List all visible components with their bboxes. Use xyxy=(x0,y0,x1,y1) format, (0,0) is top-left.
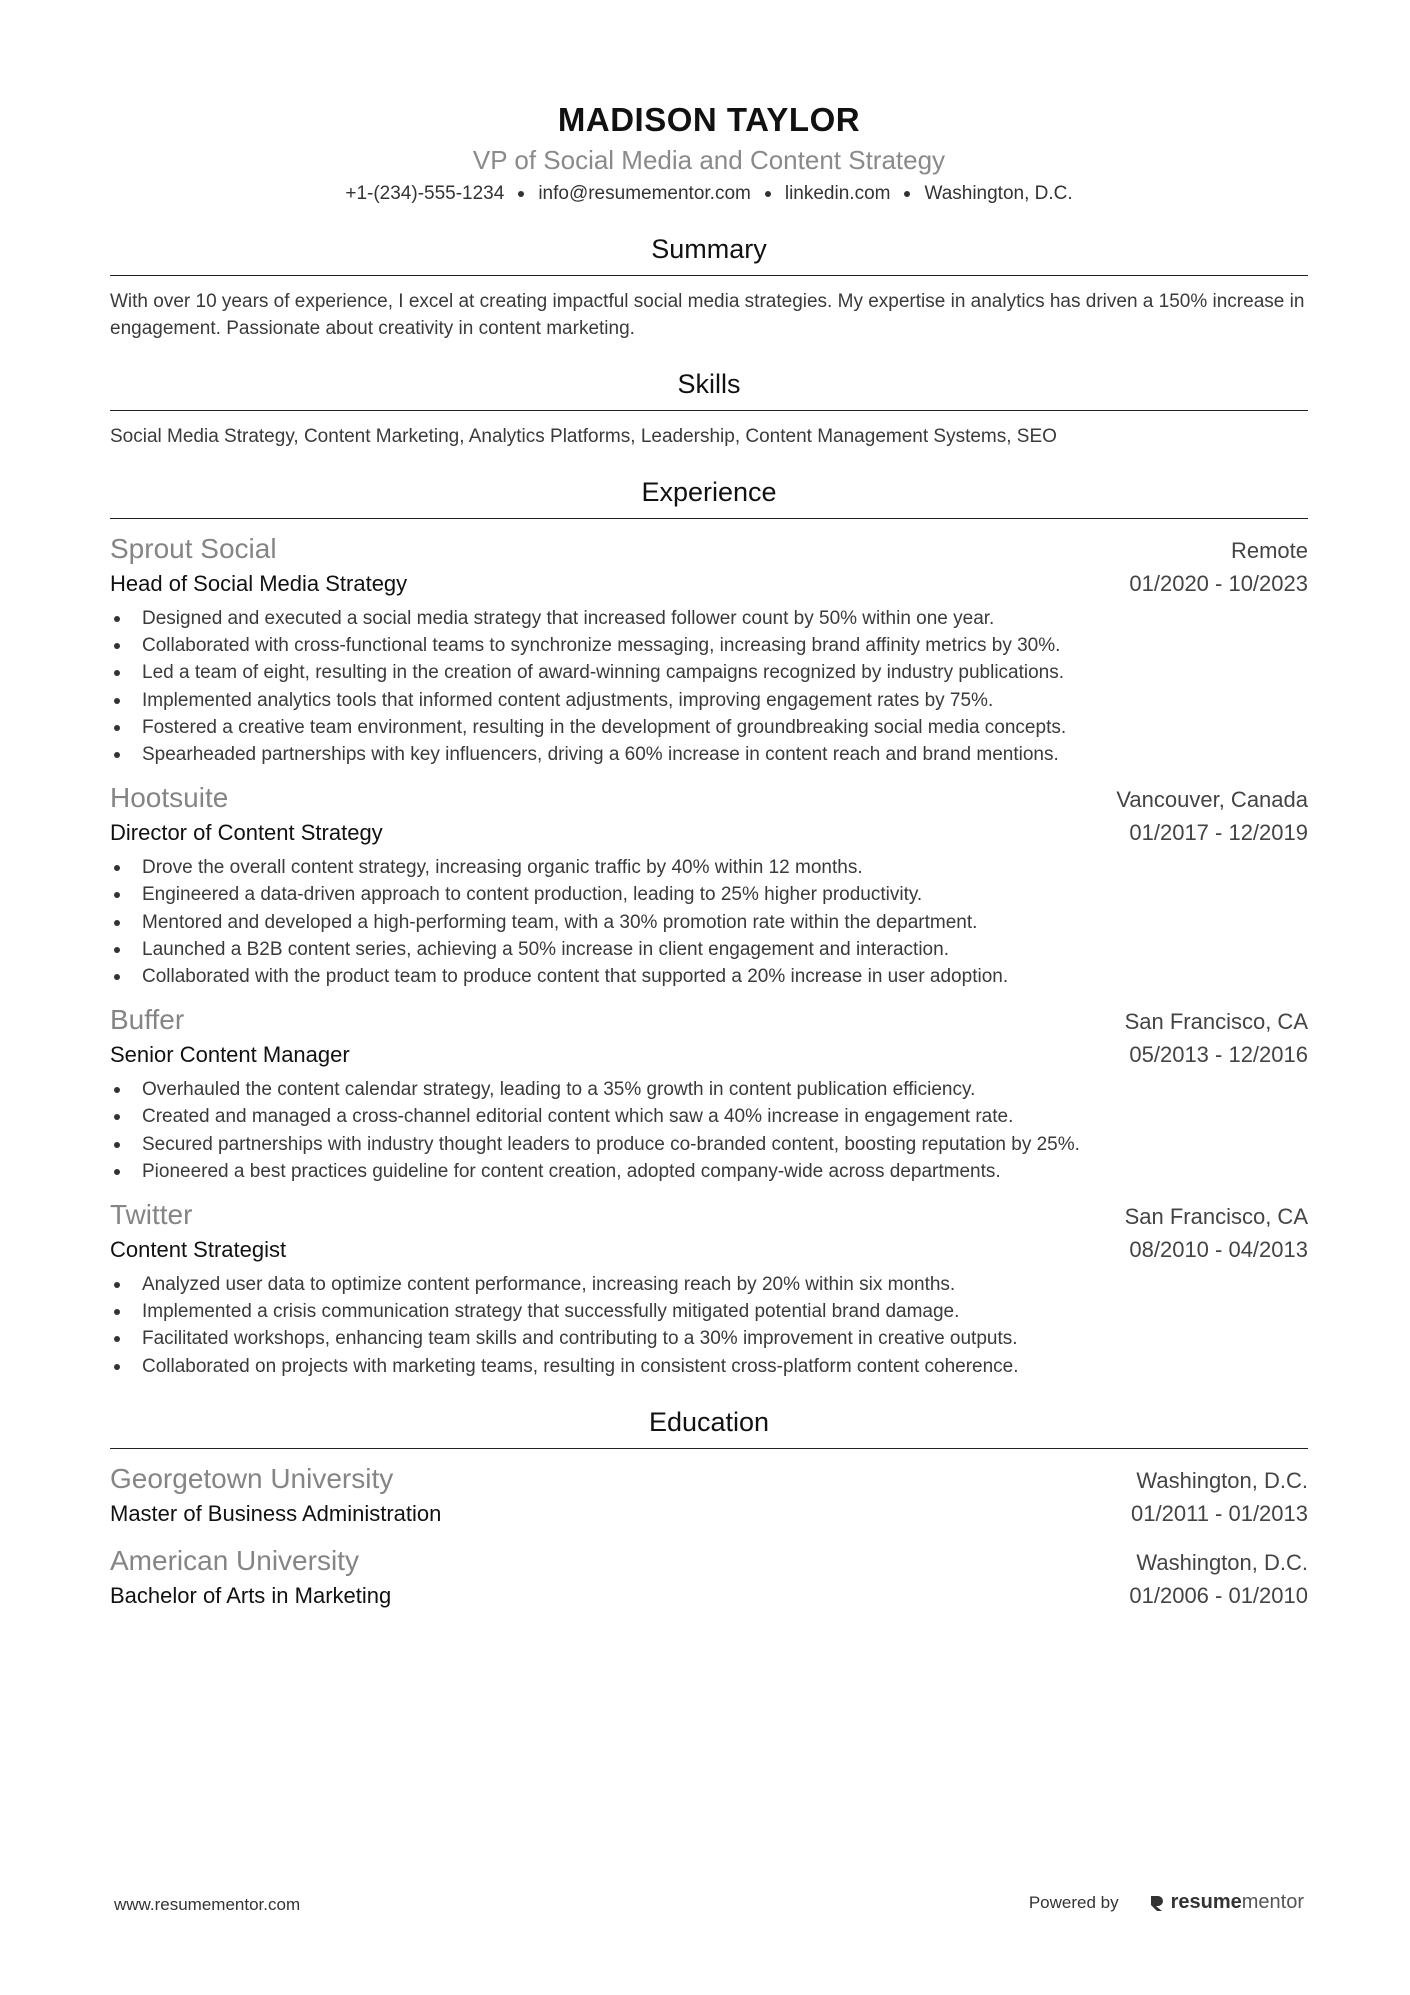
bullet-item: Collaborated with the product team to produce content that supported a 20% increase in user adoption. xyxy=(110,963,1308,990)
job-title: Head of Social Media Strategy xyxy=(110,571,408,596)
education-list xyxy=(110,1461,1308,1613)
bullet-item: Launched a B2B content series, achieving a 50% increase in client engagement and interaction. xyxy=(110,936,1308,963)
powered-by-label: Powered by xyxy=(1028,1892,1119,1912)
bullet-item: Facilitated workshops, enhancing team skills and contributing to a 30% improvement in creative outputs. xyxy=(110,1325,1308,1352)
contact-line xyxy=(110,181,1308,207)
job-entry xyxy=(110,780,1308,990)
job-dates: 05/2013 - 12/2016 xyxy=(1129,1042,1308,1068)
bullet-item: Collaborated on projects with marketing teams, resulting in consistent cross-platform content coherence. xyxy=(110,1353,1308,1380)
summary-text: With over 10 years of experience, I excel at creating impactful social media strategies. My expertise in analytics has driven a 150% increase in engagement. Passionate about creativity in content marketing. xyxy=(110,291,1305,339)
school-location: Washington, D.C. xyxy=(1136,1549,1308,1575)
brand-logo xyxy=(1149,1891,1304,1914)
bullet-item: Overhauled the content calendar strategy, leading to a 35% growth in content publication efficiency. xyxy=(110,1076,1308,1103)
bullet-item: Spearheaded partnerships with key influencers, driving a 60% increase in content reach and brand mentions. xyxy=(110,741,1308,768)
contact-location: Washington, D.C. xyxy=(924,183,1073,204)
job-role-row xyxy=(110,567,1308,601)
skills-section xyxy=(110,368,1308,450)
bullet-item: Created and managed a cross-channel editorial content which saw a 40% increase in engagement rate. xyxy=(110,1103,1308,1130)
bullet-item: Designed and executed a social media strategy that increased follower count by 50% within one year. xyxy=(110,605,1308,632)
separator-dot xyxy=(765,191,771,197)
education-section xyxy=(110,1406,1308,1613)
resume-page xyxy=(110,96,1308,1613)
separator-dot xyxy=(904,191,910,197)
experience-list xyxy=(110,531,1308,1380)
resumementor-logo-icon xyxy=(1149,1894,1165,1912)
brand-name-part1: resume xyxy=(1170,1891,1242,1913)
bullet-item: Collaborated with cross-functional teams to synchronize messaging, increasing brand affinity metrics by 30%. xyxy=(110,632,1308,659)
summary-section xyxy=(110,233,1308,342)
job-bullets xyxy=(110,854,1308,990)
bullet-item: Mentored and developed a high-performing team, with a 30% promotion rate within the department. xyxy=(110,909,1308,936)
candidate-title: VP of Social Media and Content Strategy xyxy=(472,145,946,175)
separator-dot xyxy=(518,191,524,197)
contact-phone: +1-(234)-555-1234 xyxy=(345,183,505,204)
candidate-name: MADISON TAYLOR xyxy=(557,101,861,138)
job-entry xyxy=(110,531,1308,768)
school-location: Washington, D.C. xyxy=(1136,1467,1308,1493)
degree-row xyxy=(110,1579,1308,1613)
job-title: Director of Content Strategy xyxy=(110,820,383,846)
school-name: Georgetown University xyxy=(110,1462,394,1494)
skills-heading: Skills xyxy=(110,368,1308,411)
job-role-row xyxy=(110,816,1308,850)
summary-heading: Summary xyxy=(110,233,1308,276)
brand-name-part2: mentor xyxy=(1241,1891,1304,1913)
job-location: Vancouver, Canada xyxy=(1116,787,1308,813)
education-entry xyxy=(110,1461,1308,1531)
company-name: Hootsuite xyxy=(110,782,229,814)
job-bullets xyxy=(110,605,1308,768)
job-header-row xyxy=(110,1197,1308,1233)
contact-linkedin: linkedin.com xyxy=(784,183,891,204)
job-role-row xyxy=(110,1038,1308,1072)
education-entry xyxy=(110,1543,1308,1613)
degree-row xyxy=(110,1497,1308,1531)
company-name: Twitter xyxy=(110,1199,193,1231)
job-header-row xyxy=(110,780,1308,816)
education-dates: 01/2011 - 01/2013 xyxy=(1131,1500,1308,1526)
school-name: American University xyxy=(110,1544,359,1576)
skills-text: Social Media Strategy, Content Marketing, Analytics Platforms, Leadership, Content Management Systems, SEO xyxy=(110,426,1057,447)
school-header-row xyxy=(110,1461,1308,1497)
job-header-row xyxy=(110,531,1308,567)
job-role-row xyxy=(110,1233,1308,1267)
job-title: Content Strategist xyxy=(110,1237,287,1263)
degree-name: Bachelor of Arts in Marketing xyxy=(110,1582,392,1608)
bullet-item: Fostered a creative team environment, resulting in the development of groundbreaking social media concepts. xyxy=(110,714,1308,741)
bullet-item: Implemented analytics tools that informed content adjustments, improving engagement rates by 75%. xyxy=(110,687,1308,714)
footer-website: www.resumementor.com xyxy=(114,1895,301,1914)
job-location: San Francisco, CA xyxy=(1124,1009,1308,1035)
experience-heading: Experience xyxy=(110,476,1308,519)
bullet-item: Drove the overall content strategy, increasing organic traffic by 40% within 12 months. xyxy=(110,854,1308,881)
job-dates: 08/2010 - 04/2013 xyxy=(1129,1237,1308,1263)
education-dates: 01/2006 - 01/2010 xyxy=(1129,1582,1308,1608)
company-name: Sprout Social xyxy=(110,533,277,564)
experience-section xyxy=(110,476,1308,1380)
job-location: San Francisco, CA xyxy=(1124,1204,1308,1230)
bullet-item: Analyzed user data to optimize content performance, increasing reach by 20% within six months. xyxy=(110,1271,1308,1298)
job-bullets xyxy=(110,1271,1308,1380)
contact-email: info@resumementor.com xyxy=(538,183,751,204)
job-entry xyxy=(110,1197,1308,1380)
degree-name: Master of Business Administration xyxy=(110,1500,442,1526)
bullet-item: Led a team of eight, resulting in the creation of award-winning campaigns recognized by industry publications. xyxy=(110,659,1308,686)
job-dates: 01/2020 - 10/2023 xyxy=(1129,571,1308,596)
bullet-item: Pioneered a best practices guideline for content creation, adopted company-wide across departments. xyxy=(110,1158,1308,1185)
job-bullets xyxy=(110,1076,1308,1185)
bullet-item: Engineered a data-driven approach to content production, leading to 25% higher productivity. xyxy=(110,881,1308,908)
bullet-item: Implemented a crisis communication strategy that successfully mitigated potential brand damage. xyxy=(110,1298,1308,1325)
company-name: Buffer xyxy=(110,1004,185,1036)
education-heading: Education xyxy=(110,1406,1308,1449)
school-header-row xyxy=(110,1543,1308,1579)
job-header-row xyxy=(110,1002,1308,1038)
job-entry xyxy=(110,1002,1308,1185)
resume-header xyxy=(110,96,1308,207)
job-title: Senior Content Manager xyxy=(110,1042,350,1068)
job-location: Remote xyxy=(1230,538,1308,563)
job-dates: 01/2017 - 12/2019 xyxy=(1129,820,1308,846)
bullet-item: Secured partnerships with industry thought leaders to produce co-branded content, boosting reputation by 25%. xyxy=(110,1131,1308,1158)
footer-branding xyxy=(1029,1891,1304,1914)
